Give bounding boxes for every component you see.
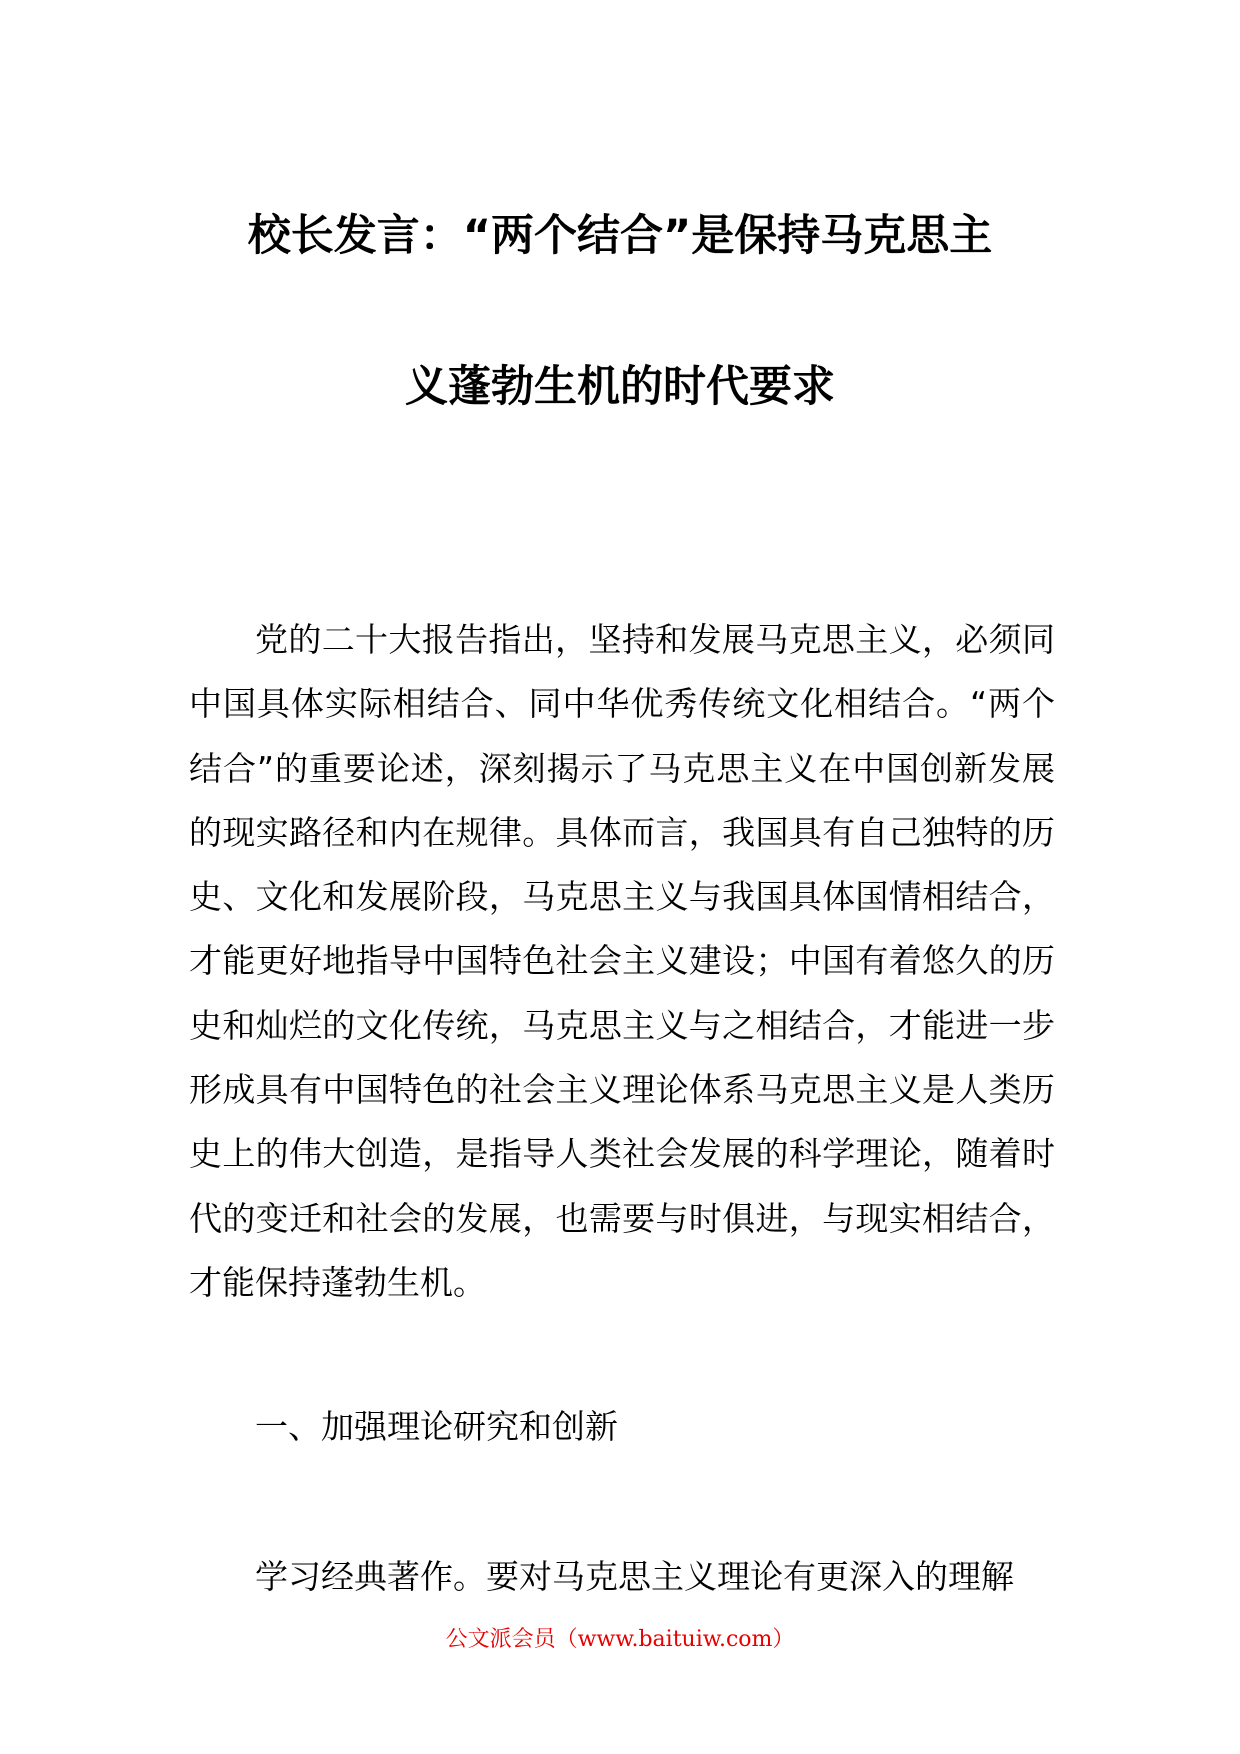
document-title-line-2: 义蓬勃生机的时代要求 (405, 362, 835, 412)
document-title-line-1: 校长发言：“两个结合”是保持马克思主 (247, 211, 993, 261)
section-heading-1: 一、加强理论研究和创新 (255, 1407, 618, 1446)
footer-watermark: 公文派会员（www.baituiw.com） (445, 1627, 795, 1652)
body-paragraph-2: 学习经典著作。要对马克思主义理论有更深入的理解 (255, 1557, 1014, 1596)
body-paragraph-1: 党的二十大报告指出，坚持和发展马克思主义，必须同中国具体实际相结合、同中华优秀传统文化相结合。“两个结合”的重要论述，深刻揭示了马克思主义在中国创新发展的现实路径和内在规律。具体而言，我国具有自己独特的历史、文化和发展阶段，马克思主义与我国具体国情相结合，才能更好地指导中国特色社会主义建设；中国有着悠久的历史和灿烂的文化传统，马克思主义与之相结合，才能进一步形成具有中国特色的社会主义理论体系马克思主义是人类历史上的伟大创造，是指导人类社会发展的科学理论，随着时代的变迁和社会的发展，也需要与时俱进，与现实相结合，才能保持蓬勃生机。 (189, 620, 1055, 1302)
